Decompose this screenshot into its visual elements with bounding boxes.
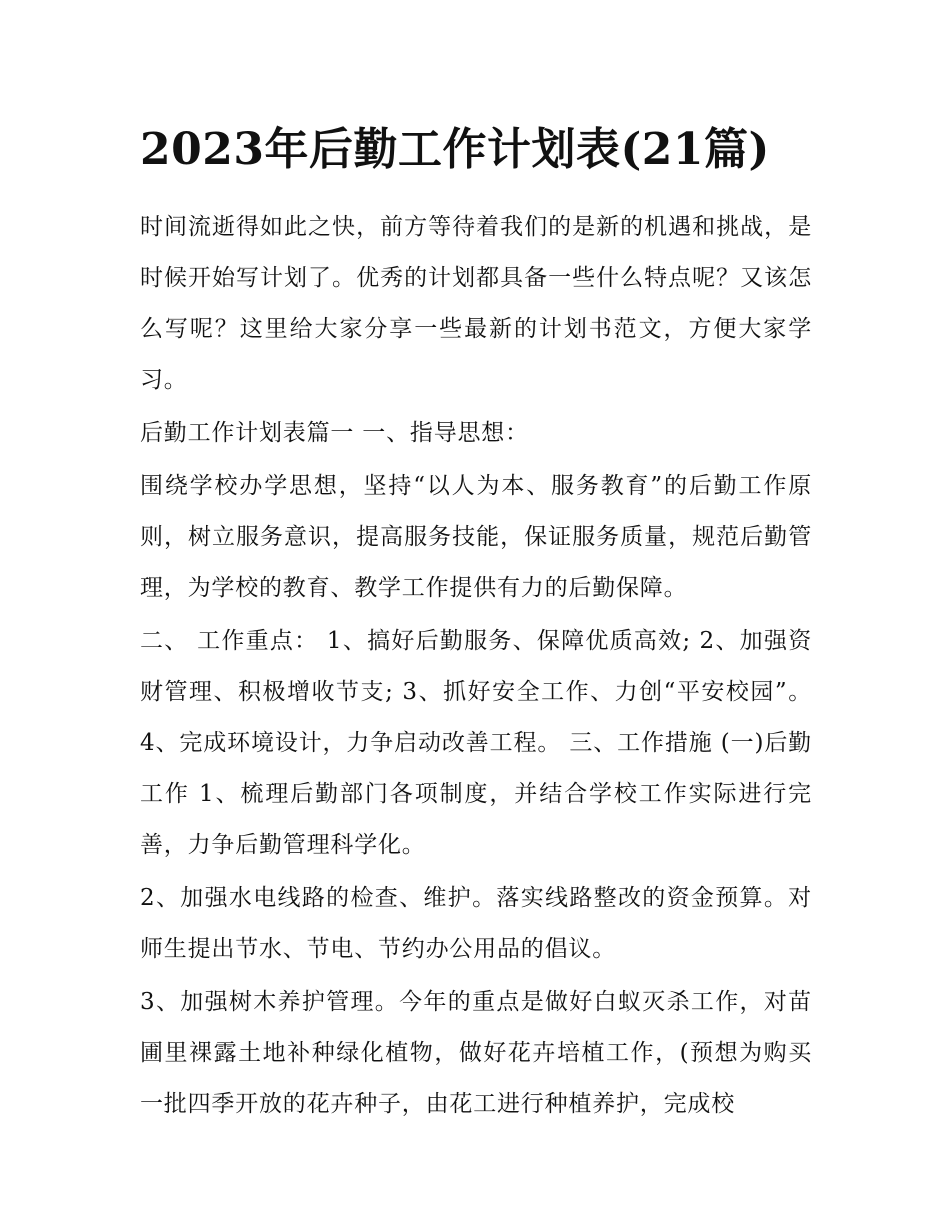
body-paragraph: 3、加强树木养护管理。今年的重点是做好白蚁灭杀工作，对苗圃里裸露土地补种绿化植物，做好花卉培植工作，(预想为购买一批四季开放的花卉种子，由花工进行种植养护，完成校 (140, 989, 812, 1117)
body-paragraph: 二、 工作重点： 1、搞好后勤服务、保障优质高效; 2、加强资财管理、积极增收节支; 3、抓好安全工作、力创“平安校园”。4、完成环境设计，力争启动改善工程。 三、工作措施 (一)后勤工作 1、梳理后勤部门各项制度，并结合学校工作实际进行完善，力争后勤管理科学化。 (140, 628, 812, 858)
intro-paragraph: 时间流逝得如此之快，前方等待着我们的是新的机遇和挑战，是时候开始写计划了。优秀的计划都具备一些什么特点呢？又该怎么写呢？这里给大家分享一些最新的计划书范文，方便大家学习。 (140, 214, 812, 393)
document-page (140, 118, 812, 1132)
document-title: 2023年后勤工作计划表(21篇) (140, 124, 770, 175)
section-heading: 后勤工作计划表篇一 一、指导思想： (140, 420, 529, 446)
body-paragraph: 围绕学校办学思想，坚持“以人为本、服务教育”的后勤工作原则，树立服务意识，提高服务技能，保证服务质量，规范后勤管理，为学校的教育、教学工作提供有力的后勤保障。 (140, 473, 812, 601)
body-paragraph: 2、加强水电线路的检查、维护。落实线路整改的资金预算。对师生提出节水、节电、节约办公用品的倡议。 (140, 885, 812, 962)
